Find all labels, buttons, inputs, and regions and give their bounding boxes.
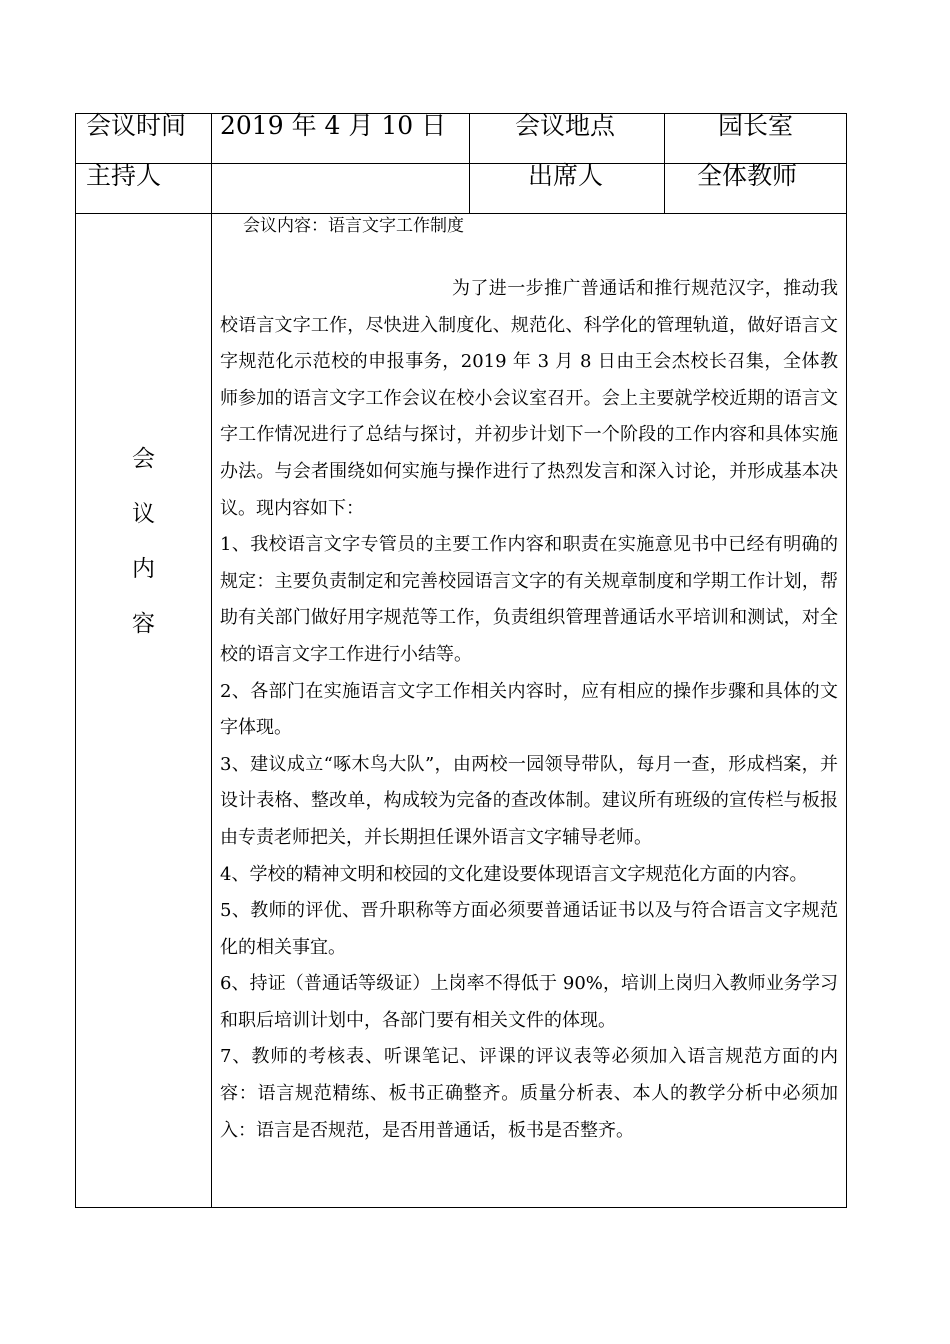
header-row-time-place	[76, 114, 847, 164]
content-side-label-cell	[76, 214, 212, 1208]
list-item: 3、建议成立“啄木鸟大队”，由两校一园领导带队，每月一查，形成档案，并设计表格、整改单，构成较为完备的查改体制。建议所有班级的宣传栏与板报由专责老师把关，并长期担任课外语言文字辅导老师。	[220, 753, 838, 848]
host-value-cell	[212, 164, 470, 214]
time-label-cell	[76, 111, 212, 164]
host-label: 主持人	[86, 161, 162, 190]
attendees-label: 出席人	[528, 161, 604, 190]
place-value-cell	[665, 111, 847, 164]
list-item: 4、学校的精神文明和校园的文化建设要体现语言文字规范化方面的内容。	[220, 863, 808, 885]
meeting-minutes-table	[75, 113, 847, 1208]
content-topic: 会议内容：语言文字工作制度	[243, 216, 464, 236]
side-label-char: 会	[132, 446, 155, 472]
list-item: 1、我校语言文字专管员的主要工作内容和职责在实施意见书中已经有明确的规定：主要负责制定和完善校园语言文字的有关规章制度和学期工作计划，帮助有关部门做好用字规范等工作，负责组织管理普通话水平培训和测试，对全校的语言文字工作进行小结等。	[220, 534, 838, 665]
meeting-place-label: 会议地点	[515, 111, 616, 140]
list-item: 2、各部门在实施语言文字工作相关内容时，应有相应的操作步骤和具体的文字体现。	[220, 680, 838, 739]
list-item: 5、教师的评优、晋升职称等方面必须要普通话证书以及与符合语言文字规范化的相关事宜。	[220, 900, 838, 958]
time-value-cell	[212, 111, 470, 164]
place-label-cell	[470, 111, 665, 164]
header-row-host-attendees	[76, 164, 847, 214]
meeting-time-label: 会议时间	[86, 111, 187, 140]
attendees-label-cell	[470, 161, 665, 214]
intro-paragraph: 为了进一步推广普通话和推行规范汉字，推动我校语言文字工作，尽快进入制度化、规范化、科学化的管理轨道，做好语言文字规范化示范校的申报事务，2019 年 3 月 8 日由王会杰校长召集，全体教师参加的语言文字工作会议在校小会议室召开。会上主要就学校近期的语言文字工作情况进行了总结与探讨，并初步计划下一个阶段的工作内容和具体实施办法。与会者围绕如何实施与操作进行了热烈发言和深入讨论，并形成基本决议。现内容如下：	[220, 278, 838, 519]
attendees-value: 全体教师	[697, 161, 798, 190]
content-row	[76, 214, 847, 1208]
vertical-label	[76, 214, 211, 652]
list-item: 6、持证（普通话等级证）上岗率不得低于 90%，培训上岗归入教师业务学习和职后培训计划中，各部门要有相关文件的体现。	[220, 973, 838, 1031]
side-label-char: 内	[132, 556, 155, 582]
host-label-cell	[76, 161, 212, 214]
meeting-place-value: 园长室	[718, 111, 794, 140]
side-label-char: 议	[132, 501, 155, 527]
meeting-time-value: 2019 年 4 月 10 日	[220, 111, 447, 140]
side-label-char: 容	[132, 611, 155, 637]
attendees-value-cell	[665, 161, 847, 214]
list-item: 7、教师的考核表、听课笔记、评课的评议表等必须加入语言规范方面的内容：语言规范精练、板书正确整齐。质量分析表、本人的教学分析中必须加入：语言是否规范，是否用普通话，板书是否整齐。	[220, 1046, 838, 1141]
content-body-cell	[212, 214, 847, 1208]
